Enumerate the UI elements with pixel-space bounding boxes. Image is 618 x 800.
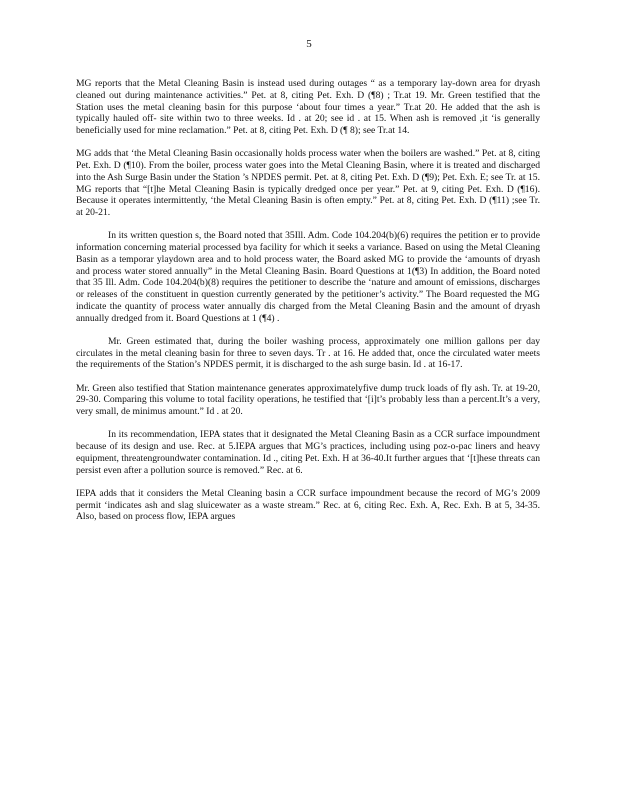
paragraph-metal-cleaning-basin-use: MG reports that the Metal Cleaning Basin is instead used during outages “ as a temporary lay-down area for dryash cleaned out during maintenance activities.” Pet. at 8, citing Pet. Exh. D (¶8) ; Tr.at 19. Mr. Green testified that the Station uses the metal cleaning basin for this purpose ‘about four times a year.” Tr.at 20. He added that the ash is typically hauled off- site within two to three weeks. Id . at 20; see id . at 15. When ash is removed ,it ‘is generally beneficially used for mine reclamation.” Pet. at 8, citing Pet. Exh. D (¶ 8); see Tr.at 14. [76, 78, 540, 136]
paragraph-fly-ash-volume: Mr. Green also testified that Station maintenance generates approximatelyfive dump truck loads of fly ash. Tr. at 19-20, 29-30. Comparing this volume to total facility operations, he testified that ‘[i]t’s probably less than a percent.It’s a very, very small, de minimus amount.” Id . at 20. [76, 382, 540, 417]
paragraph-board-questions: In its written question s, the Board noted that 35Ill. Adm. Code 104.204(b)(6) requires the petition er to provide information concerning material processed bya facility for which it seeks a variance. Based on using the Metal Cleaning Basin as a temporar ylaydown area and to hold process water, the Board asked MG to provide the ‘amounts of dryash and process water stored annually” in the Metal Cleaning Basin. Board Questions at 1(¶3) In addition, the Board noted that 35 Ill. Adm. Code 104.204(b)(8) requires the petitioner to describe the ‘nature and amount of emissions, discharges or releases of the constituent in question currently generated by the petitioner’s activity.” The Board requested the MG indicate the quantity of process water annually dis charged from the Metal Cleaning Basin and the amount of dryash annually dredged from it. Board Questions at 1 (¶4) . [76, 230, 540, 324]
paragraph-process-water: MG adds that ‘the Metal Cleaning Basin occasionally holds process water when the boilers are washed.” Pet. at 8, citing Pet. Exh. D (¶10). From the boiler, process water goes into the Metal Cleaning Basin, where it is treated and discharged into the Ash Surge Basin under the Station ’s NPDES permit. Pet. at 8, citing Pet. Exh. D (¶9); Pet. Exh. E; see Tr. at 15. MG reports that “[t]he Metal Cleaning Basin is typically dredged once per year.” Pet. at 9, citing Pet. Exh. D (¶16). Because it operates intermittently, ‘the Metal Cleaning Basin is often empty.” Pet. at 8, citing Pet. Exh. D (¶11) ;see Tr. at 20-21. [76, 148, 540, 218]
document-body [76, 78, 540, 523]
paragraph-iepa-ccr-impoundment: IEPA adds that it considers the Metal Cleaning basin a CCR surface impoundment because the record of MG’s 2009 permit ‘indicates ash and slag sluicewater as a waste stream.” Rec. at 6, citing Rec. Exh. A, Rec. Exh. B at 5, 34-35. Also, based on process flow, IEPA argues [76, 487, 540, 523]
paragraph-iepa-recommendation: In its recommendation, IEPA states that it designated the Metal Cleaning Basin as a CCR surface impoundment because of its design and use. Rec. at 5.IEPA argues that MG’s practices, including using poz-o-pac liners and heavy equipment, threatengroundwater contamination. Id ., citing Pet. Exh. H at 36-40.It further argues that ‘[t]hese threats can persist even after a pollution source is removed.” Rec. at 6. [76, 429, 540, 476]
paragraph-boiler-washing-estimate: Mr. Green estimated that, during the boiler washing process, approximately one million gallons per day circulates in the metal cleaning basin for three to seven days. Tr . at 16. He added that, once the circulated water meets the requirements of the Station’s NPDES permit, it is discharged to the ash surge basin. Id . at 16-17. [76, 335, 540, 371]
page-number: 5 [306, 38, 312, 50]
